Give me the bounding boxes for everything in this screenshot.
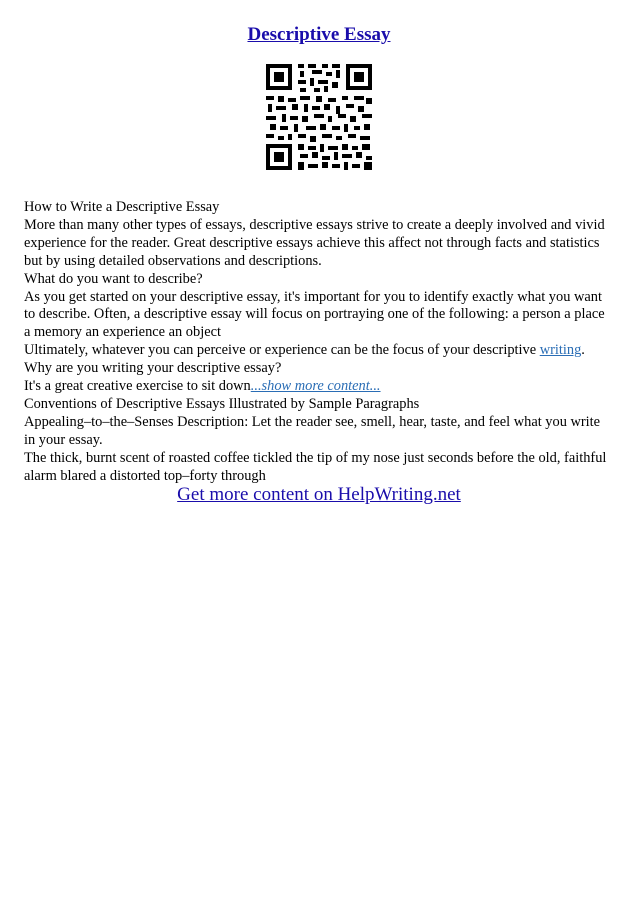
paragraph-conventions: Conventions of Descriptive Essays Illustrated by Sample Paragraphs xyxy=(24,395,420,412)
qr-code xyxy=(264,62,374,172)
paragraph-exercise-text: It's a great creative exercise to sit down xyxy=(24,378,251,395)
paragraph-question-2: Why are you writing your descriptive essay? xyxy=(24,360,282,377)
page-title xyxy=(0,24,638,46)
paragraph-question-1: What do you want to describe? xyxy=(24,270,203,287)
footer xyxy=(0,484,638,506)
paragraph-ultimately xyxy=(24,342,614,360)
essay-body xyxy=(24,199,614,486)
paragraph-ultimately-text: Ultimately, whatever you can perceive or experience can be the focus of your descriptive xyxy=(24,342,537,359)
paragraph-heading: How to Write a Descriptive Essay xyxy=(24,199,220,215)
paragraph-intro: More than many other types of essays, descriptive essays strive to create a deeply involved and vivid experience for the reader. Great descriptive essays achieve this affect not through facts and statistics but by using detailed observations and descriptions. xyxy=(24,216,605,269)
writing-link[interactable]: writing xyxy=(539,342,582,359)
title-link[interactable]: Descriptive Essay xyxy=(247,24,391,45)
paragraph-ultimately-end: . xyxy=(581,342,585,359)
show-more-link[interactable]: ...show more content... xyxy=(250,378,381,395)
paragraph-senses: Appealing–to–the–Senses Description: Let the reader see, smell, hear, taste, and feel what you write in your essay. xyxy=(24,413,601,448)
get-more-content-link[interactable]: Get more content on HelpWriting.net xyxy=(177,484,461,505)
paragraph-exercise xyxy=(24,378,614,396)
paragraph-coffee: The thick, burnt scent of roasted coffee tickled the tip of my nose just seconds before the old, faithful alarm blared a distorted top–forty through xyxy=(24,449,607,484)
paragraph-describe: As you get started on your descriptive essay, it's important for you to identify exactly what you want to describe. Often, a descriptive essay will focus on portraying one of the following: a person a place a memory an experience an object xyxy=(24,288,605,341)
